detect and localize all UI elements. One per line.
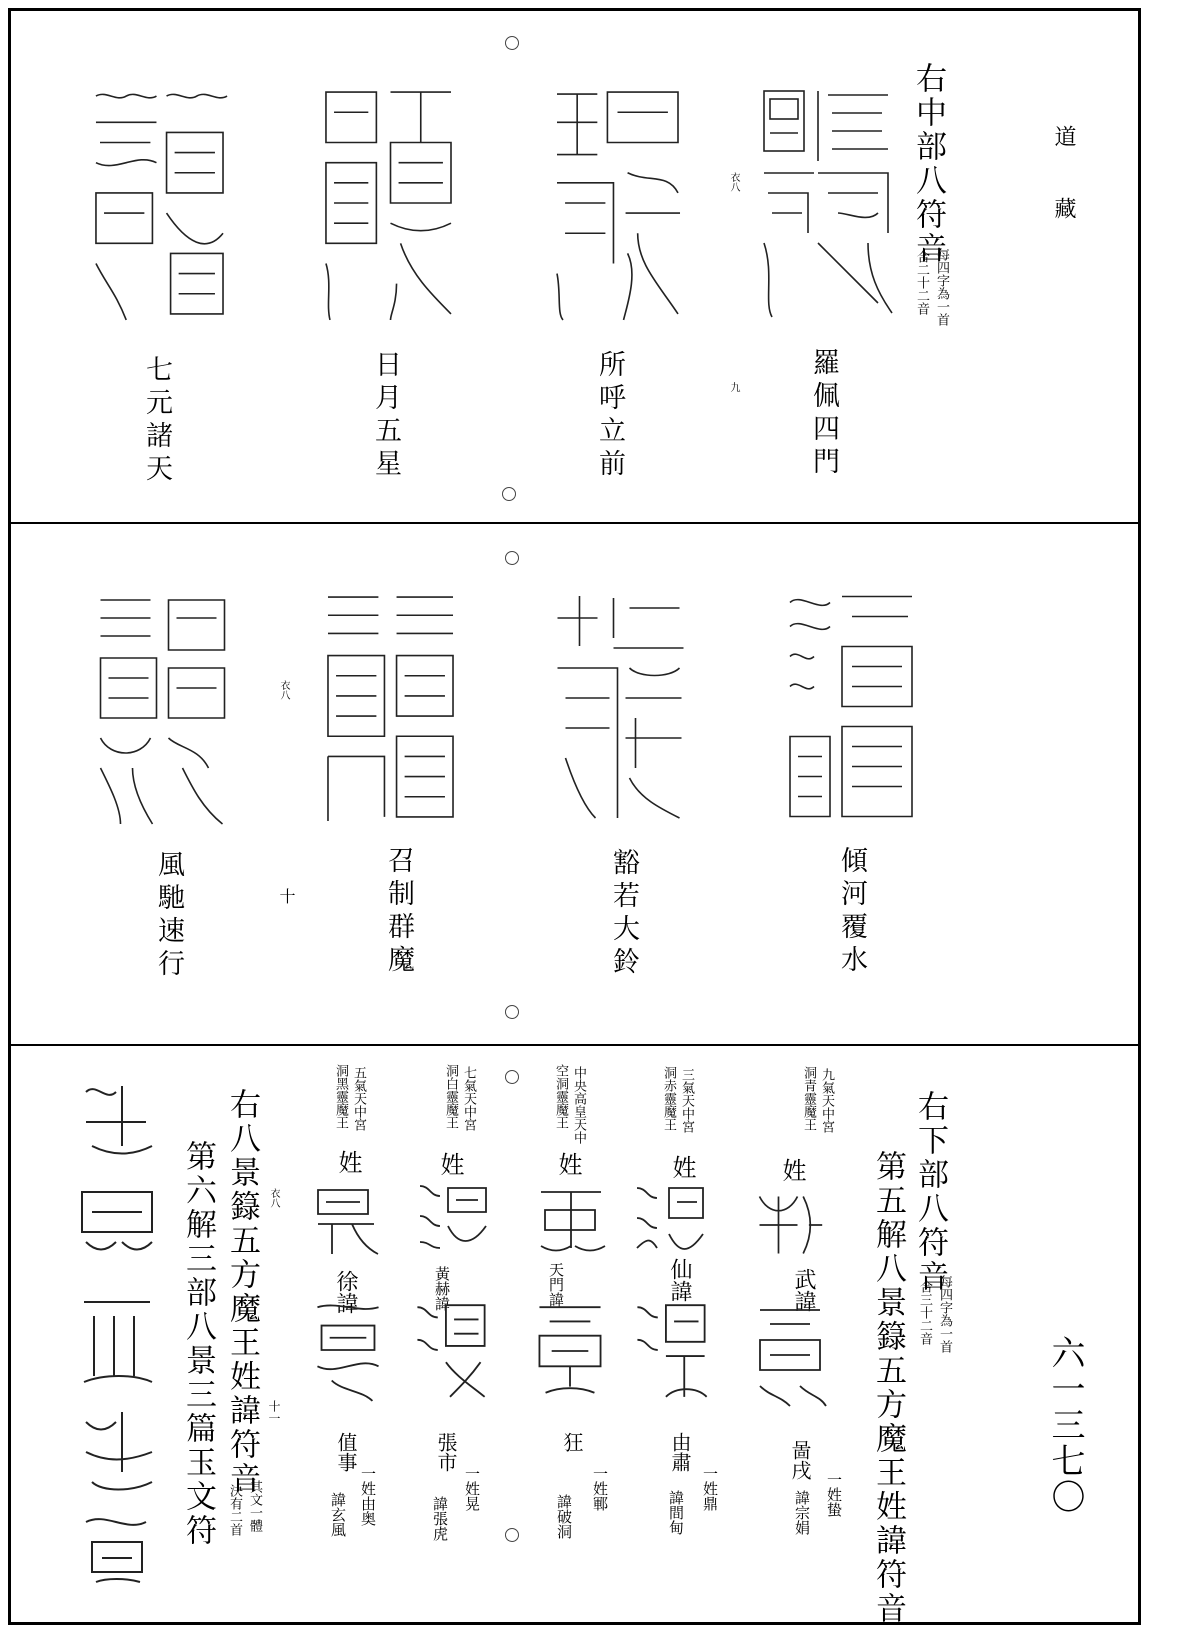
alt-surname: 一姓鼎 <box>701 1466 719 1511</box>
seal-script-glyph <box>306 1295 390 1407</box>
given-name-label: 武諱 <box>791 1268 816 1312</box>
margin-mark: 衣八 <box>278 680 289 700</box>
surname-label: 姓 <box>668 1155 696 1179</box>
seal-script-talisman <box>547 588 692 828</box>
page-number: 六一三七〇 <box>1045 1335 1085 1515</box>
alt-name: 諱間甸 <box>667 1490 685 1535</box>
alt-name: 諱宗娟 <box>793 1490 811 1535</box>
margin-mark: 十一 <box>267 1400 281 1424</box>
upper-heading: 右中部八符音 <box>910 62 946 266</box>
alt-surname: 一姓鄆 <box>591 1466 609 1511</box>
name-reading: 值事 <box>334 1432 358 1472</box>
seal-script-column <box>72 1072 164 1592</box>
king-title: 空洞靈魔王 <box>553 1064 568 1129</box>
given-name-label: 黃赫諱 <box>433 1266 451 1311</box>
alt-name: 諱玄風 <box>329 1492 347 1537</box>
seal-script-talisman <box>88 82 233 324</box>
king-title: 中央高皇天中 <box>571 1066 586 1144</box>
binding-hole <box>505 36 519 50</box>
king-title: 洞赤靈魔王 <box>661 1066 676 1131</box>
king-title: 三氣天中宮 <box>679 1068 694 1133</box>
talisman-caption: 召制群魔 <box>383 846 414 978</box>
king-title: 五氣天中宮 <box>351 1066 366 1131</box>
talisman-caption: 日月五星 <box>370 350 401 482</box>
given-name-label: 天門諱 <box>547 1262 565 1307</box>
seal-script-talisman <box>318 82 463 324</box>
talisman-caption: 風馳速行 <box>153 850 184 982</box>
talisman-caption: 所呼立前 <box>594 350 625 482</box>
panel-divider-upper <box>8 522 1141 524</box>
margin-mark: 衣八 <box>268 1188 279 1208</box>
name-reading: 啚戌 <box>788 1440 812 1480</box>
margin-mark: 九 <box>728 382 739 392</box>
seal-script-glyph <box>628 1178 710 1263</box>
margin-mark: 衣八 <box>728 172 739 192</box>
king-title: 洞青靈魔王 <box>801 1066 816 1131</box>
seal-script-glyph <box>410 1176 494 1256</box>
margin-mark: 十 <box>277 888 296 904</box>
closing-note: 決有二首 <box>227 1484 242 1536</box>
closing-statement: 右八景籙五方魔王姓諱符音 <box>224 1088 260 1496</box>
king-title: 洞白靈魔王 <box>443 1064 458 1129</box>
binding-hole <box>505 1005 519 1019</box>
collection-title: 道藏 <box>1051 125 1076 269</box>
alt-name: 諱破洞 <box>555 1494 573 1539</box>
section-six-title: 第六解三部八景三篇玉文符 <box>180 1140 216 1548</box>
seal-script-glyph <box>628 1295 712 1407</box>
binding-hole <box>505 1070 519 1084</box>
name-reading: 狂 <box>560 1432 584 1452</box>
surname-label: 姓 <box>778 1158 806 1182</box>
seal-script-glyph <box>528 1295 612 1407</box>
talisman-caption: 羅佩四門 <box>808 348 839 480</box>
surname-label: 姓 <box>334 1150 362 1174</box>
name-reading: 張市 <box>434 1432 458 1472</box>
alt-surname: 一姓晃 <box>463 1466 481 1511</box>
king-title: 洞黑靈魔王 <box>333 1064 348 1129</box>
surname-label: 姓 <box>554 1152 582 1176</box>
seal-script-talisman <box>318 585 463 827</box>
seal-script-glyph <box>408 1295 492 1407</box>
lower-heading: 右下部八符音 <box>912 1090 948 1294</box>
given-name-label: 仙諱 <box>667 1258 692 1302</box>
alt-surname: 一姓蛰 <box>825 1472 843 1517</box>
seal-script-glyph <box>750 1300 830 1410</box>
lower-heading-note: 合三十二音 <box>917 1280 932 1345</box>
talisman-caption: 七元諸天 <box>141 355 172 487</box>
given-name-label: 徐諱 <box>333 1270 358 1314</box>
surname-label: 姓 <box>436 1152 464 1176</box>
name-reading: 由肅 <box>668 1432 692 1472</box>
king-title: 九氣天中宮 <box>819 1068 834 1133</box>
seal-script-talisman <box>545 82 690 324</box>
upper-heading-note: 合二十二音 <box>914 250 929 315</box>
seal-script-talisman <box>758 82 898 324</box>
closing-note: 其文一體 <box>247 1480 262 1532</box>
king-title: 七氣天中宮 <box>461 1066 476 1131</box>
seal-script-glyph <box>306 1180 390 1260</box>
lower-subtitle: 第五解八景籙五方魔王姓諱符音 <box>870 1150 906 1626</box>
upper-heading-note: 每四字為一首 <box>934 248 949 326</box>
alt-name: 諱張虎 <box>431 1496 449 1541</box>
seal-script-talisman <box>782 584 922 829</box>
talisman-caption: 豁若大鈴 <box>608 848 639 980</box>
panel-divider-lower <box>8 1044 1141 1046</box>
lower-heading-note: 每四字為一首 <box>937 1275 952 1353</box>
binding-hole <box>505 1528 519 1542</box>
talisman-caption: 傾河覆水 <box>836 846 867 978</box>
alt-surname: 一姓由奥 <box>359 1466 377 1526</box>
seal-script-talisman <box>90 588 235 828</box>
seal-script-glyph <box>530 1180 612 1260</box>
binding-hole <box>502 487 516 501</box>
binding-hole <box>505 551 519 565</box>
seal-script-glyph <box>750 1185 826 1265</box>
